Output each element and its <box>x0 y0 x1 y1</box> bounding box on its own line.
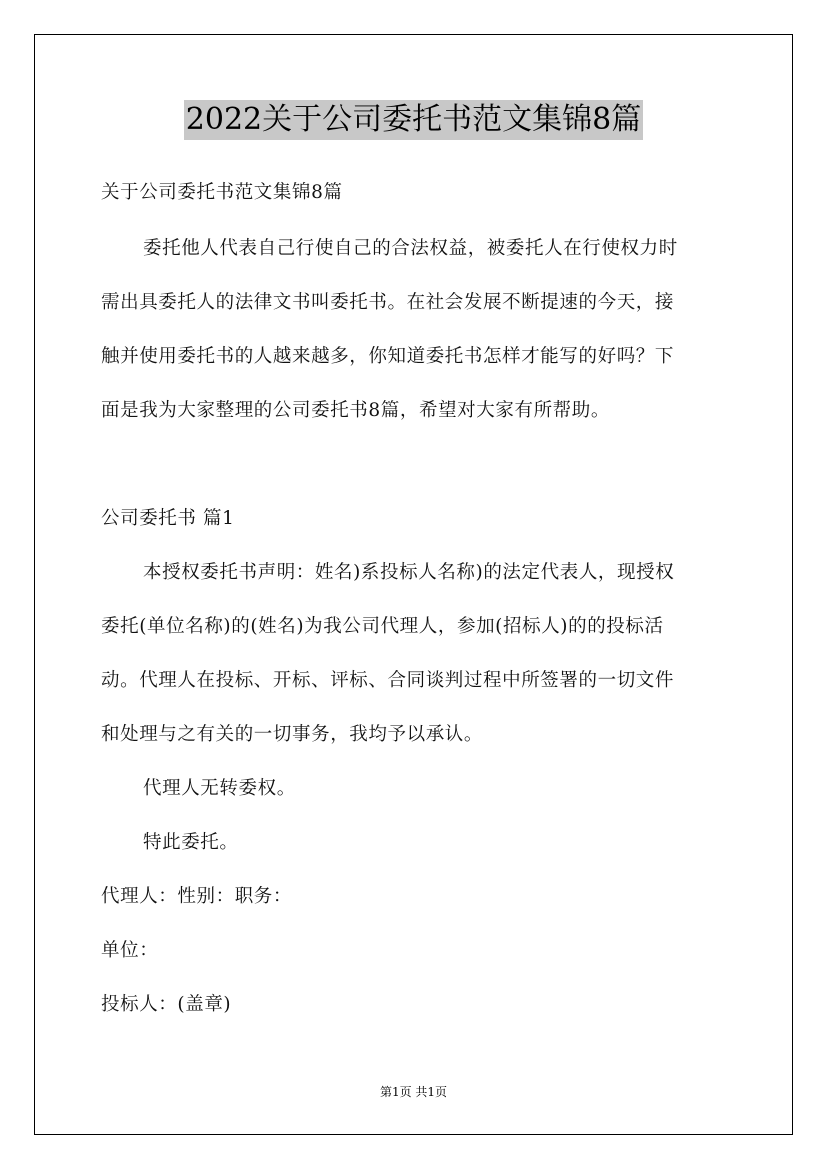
field-agent: 代理人：性别：职务： <box>101 886 293 907</box>
body-line-2: 委托(单位名称)的(姓名)为我公司代理人，参加(招标人)的的投标活 <box>101 616 664 637</box>
field-unit: 单位： <box>101 940 159 961</box>
intro-line-3: 触并使用委托书的人越来越多，你知道委托书怎样才能写的好吗？下 <box>101 346 675 367</box>
document-subtitle: 关于公司委托书范文集锦8篇 <box>101 182 343 203</box>
field-bidder: 投标人：(盖章) <box>101 994 232 1015</box>
body-line-1: 本授权委托书声明：姓名)系投标人名称)的法定代表人，现授权 <box>143 562 675 583</box>
section-heading: 公司委托书 篇1 <box>101 508 235 529</box>
body-line-3: 动。代理人在投标、开标、评标、合同谈判过程中所签署的一切文件 <box>101 670 675 691</box>
intro-line-4: 面是我为大家整理的公司委托书8篇，希望对大家有所帮助。 <box>101 400 610 421</box>
statement-no-subdelegation: 代理人无转委权。 <box>143 778 296 799</box>
intro-line-1: 委托他人代表自己行使自己的合法权益，被委托人在行使权力时 <box>143 238 678 259</box>
body-line-4: 和处理与之有关的一切事务，我均予以承认。 <box>101 724 484 745</box>
document-title: 2022关于公司委托书范文集锦8篇 <box>184 100 643 140</box>
intro-line-2: 需出具委托人的法律文书叫委托书。在社会发展不断提速的今天，接 <box>101 292 675 313</box>
statement-hereby-entrust: 特此委托。 <box>143 832 239 853</box>
page-number: 第1页 共1页 <box>379 1085 448 1099</box>
title-container <box>0 100 827 140</box>
